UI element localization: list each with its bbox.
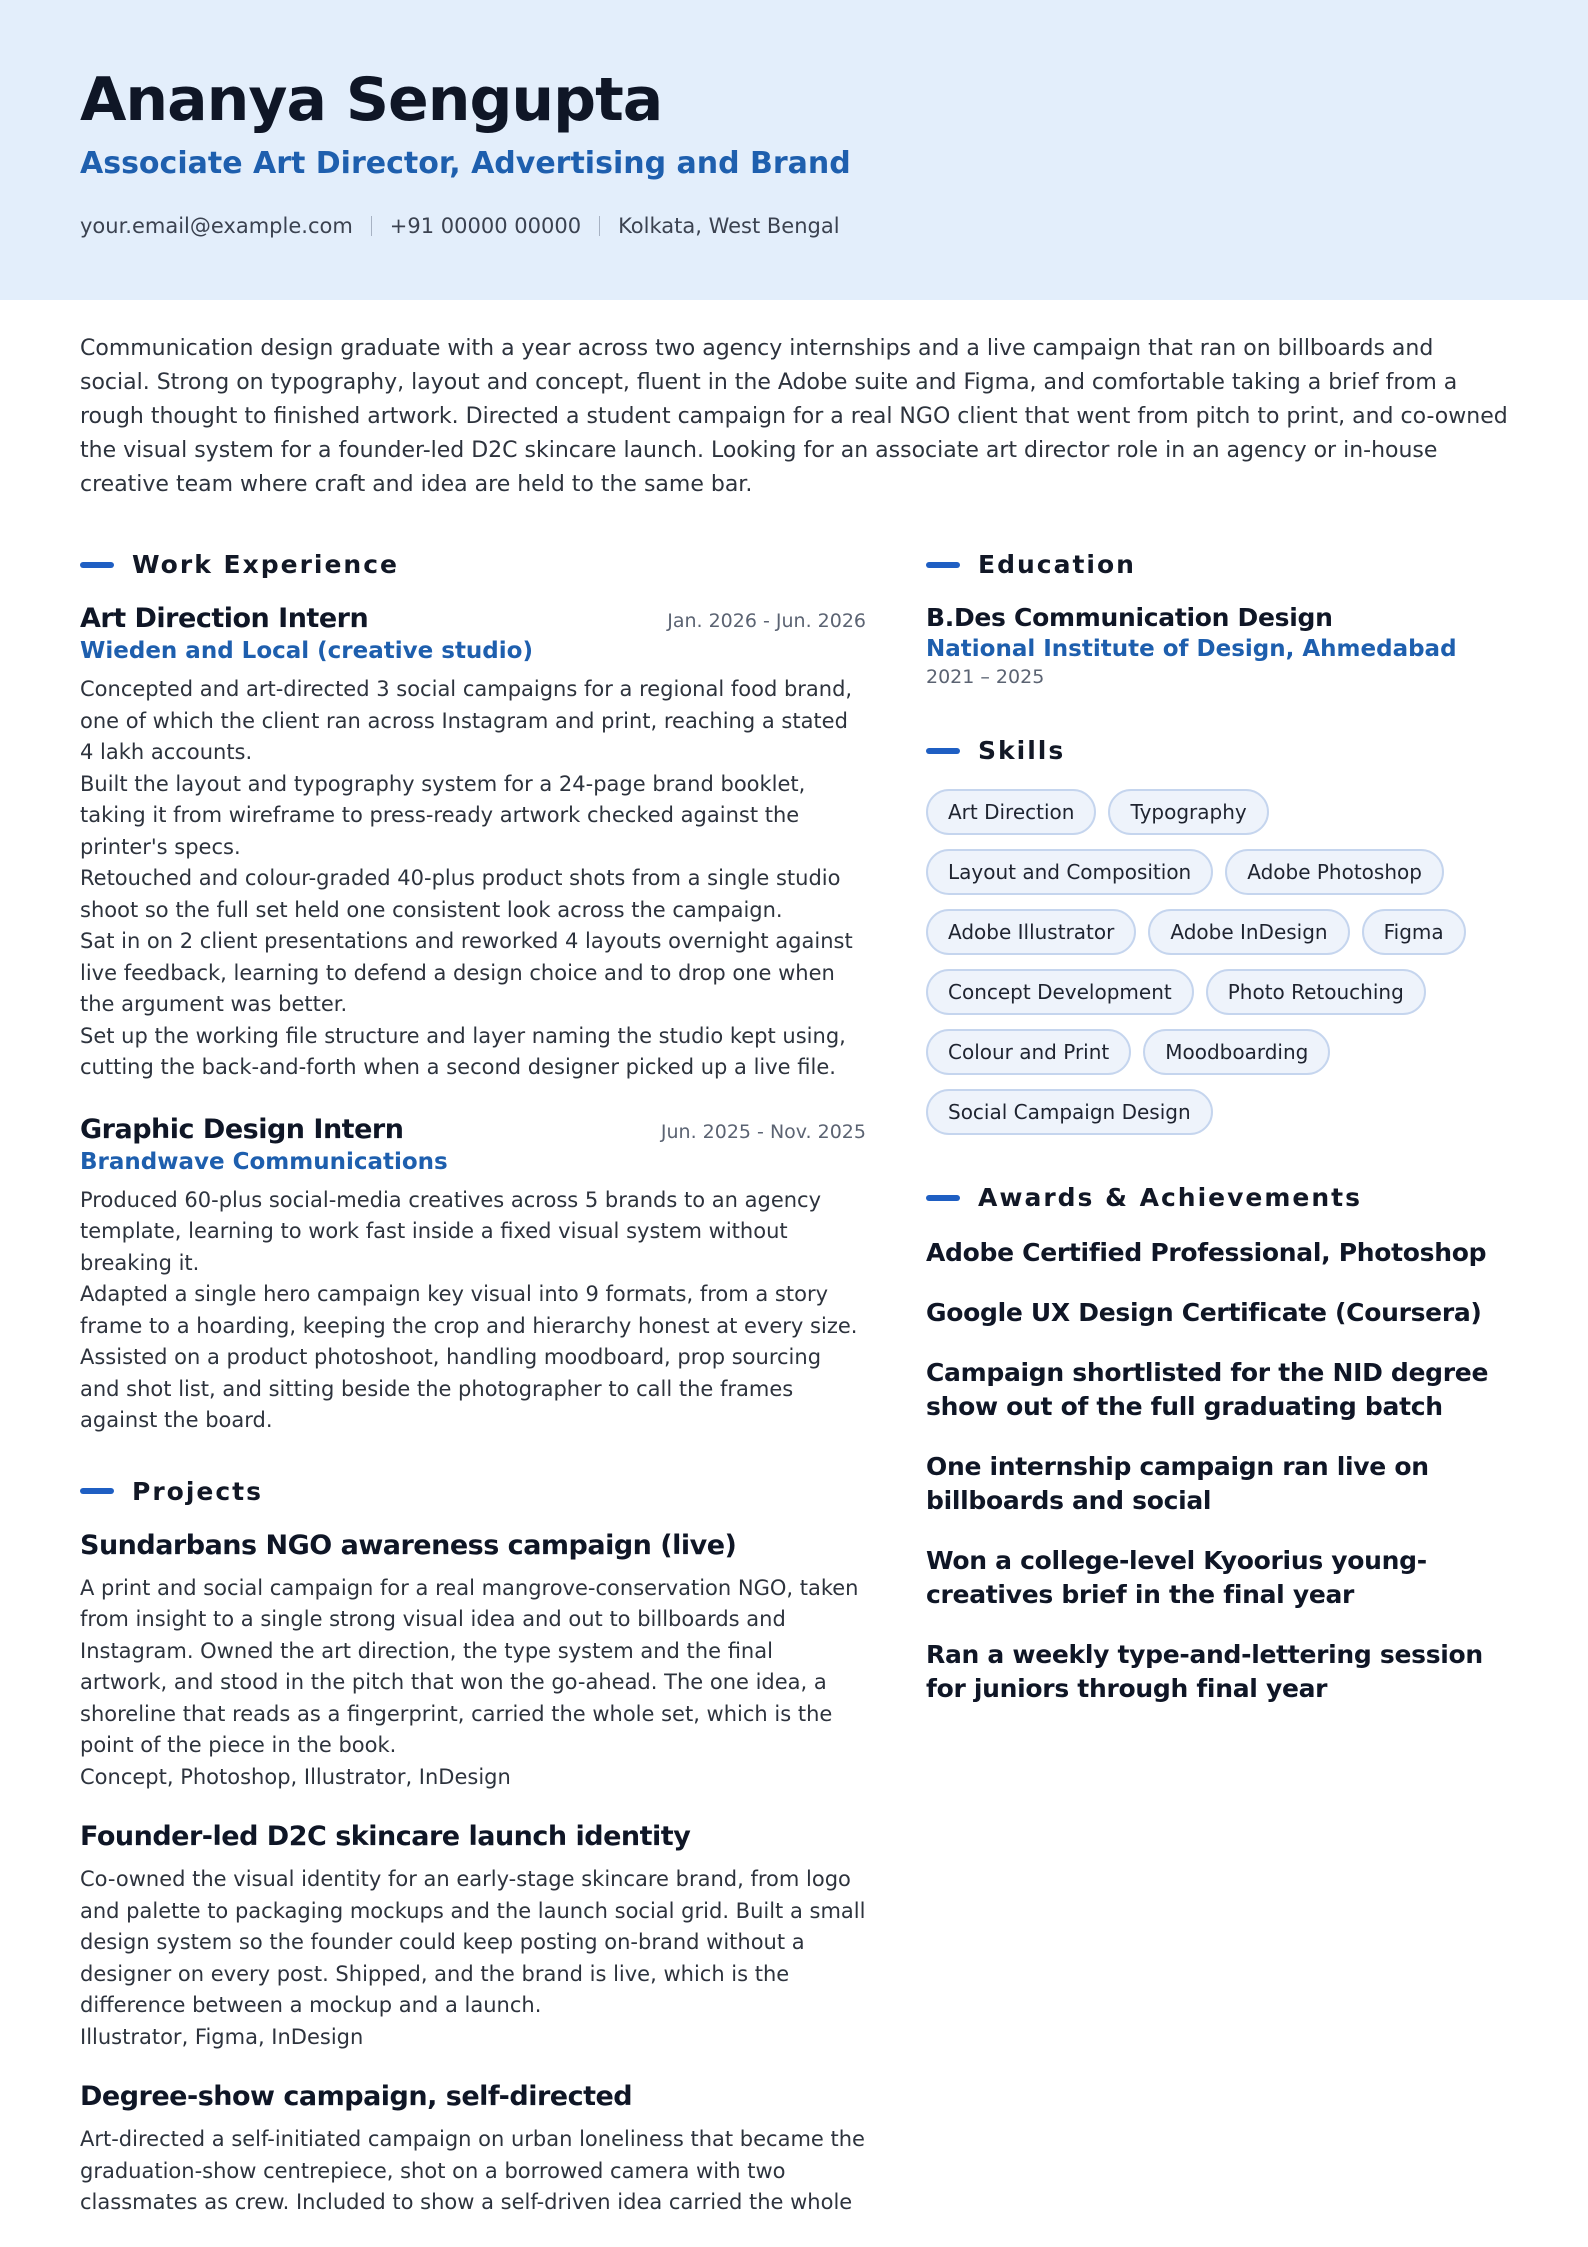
project-tools: Concept, Photoshop, Illustrator, InDesign [80,1764,511,1789]
project-entry [80,1530,866,1794]
skills-list [926,789,1496,1135]
contact-divider [599,216,600,236]
section-title: Skills [978,736,1066,765]
section-heading-projects [80,1477,866,1506]
resume-header [0,0,1588,300]
candidate-role: Associate Art Director, Advertising and Brand [80,146,851,181]
heading-accent-bar [926,1195,960,1201]
job-title: Graphic Design Intern [80,1113,404,1145]
section-heading-work [80,550,866,579]
job-bullet: Retouched and colour-graded 40-plus product shots from a single studio shoot so the full set held one consistent look across the campaign. [80,866,841,922]
project-title: Degree-show campaign, self-directed [80,2081,633,2112]
education-entry [926,603,1496,688]
awards-list [926,1236,1496,1706]
skill-pill: Adobe InDesign [1148,909,1349,955]
job-bullet: Sat in on 2 client presentations and reworked 4 layouts overnight against live feedback, learning to defend a design choice and to drop one when the argument was better. [80,929,853,1016]
education-years: 2021 – 2025 [926,666,1045,688]
candidate-name: Ananya Sengupta [80,65,663,135]
award-item: One internship campaign ran live on billboards and social [926,1452,1429,1515]
education-degree: B.Des Communication Design [926,603,1333,632]
section-title: Awards & Achievements [978,1183,1363,1212]
project-title: Sundarbans NGO awareness campaign (live) [80,1529,737,1561]
section-title: Education [978,550,1136,579]
skill-pill: Colour and Print [926,1029,1131,1075]
skill-pill: Concept Development [926,969,1194,1015]
project-description: A print and social campaign for a real mangrove-conservation NGO, taken from insight to a single strong visual idea and out to billboards and Instagram. Owned the art direction, the type system and the final artwork, and stood in the pitch that won the go-ahead. The one idea, a shoreline that reads as a fingerprint, carried the whole set, which is the point of the piece in the book. [80,1575,859,1757]
skill-pill: Art Direction [926,789,1096,835]
job-company: Wieden and Local (creative studio) [80,638,533,664]
skill-pill: Typography [1108,789,1268,835]
award-item: Adobe Certified Professional, Photoshop [926,1238,1487,1267]
project-entry [80,1821,866,2053]
contact-line [80,214,1508,238]
project-description: Art-directed a self-initiated campaign on urban loneliness that became the graduation-show centrepiece, shot on a borrowed camera with two classmates as crew. Included to show a self-driven idea carried the whole [80,2127,865,2214]
job-entry [80,1114,866,1437]
award-item: Google UX Design Certificate (Coursera) [926,1298,1482,1327]
heading-accent-bar [80,562,114,568]
job-bullet: Built the layout and typography system for a 24-page brand booklet, taking it from wireframe to press-ready artwork checked against the printer's specs. [80,771,806,859]
project-tools: Illustrator, Figma, InDesign [80,2024,364,2049]
skill-pill: Moodboarding [1143,1029,1330,1075]
job-title: Art Direction Intern [80,603,369,634]
job-dates: Jan. 2026 - Jun. 2026 [667,610,866,632]
project-title: Founder-led D2C skincare launch identity [80,1821,691,1852]
skill-pill: Adobe Photoshop [1225,849,1444,895]
section-title: Projects [132,1476,264,1506]
skill-pill: Social Campaign Design [926,1089,1213,1135]
job-bullet: Adapted a single hero campaign key visual into 9 formats, from a story frame to a hoarding, keeping the crop and hierarchy honest at every size. [80,1282,858,1338]
contact-divider [371,216,372,236]
skill-pill: Adobe Illustrator [926,909,1136,955]
section-heading-education [926,550,1496,579]
job-bullet: Concepted and art-directed 3 social campaigns for a regional food brand, one of which the client ran across Instagram and print, reaching a stated 4 lakh accounts. [80,677,853,764]
section-title: Work Experience [132,550,399,579]
heading-accent-bar [926,748,960,754]
section-heading-skills [926,736,1496,765]
skill-pill: Figma [1362,909,1466,955]
job-bullet: Set up the working file structure and layer naming the studio kept using, cutting the back-and-forth when a second designer picked up a live file. [80,1023,846,1079]
job-bullet: Produced 60-plus social-media creatives across 5 brands to an agency template, learning to work fast inside a fixed visual system without breaking it. [80,1187,822,1275]
contact-location: Kolkata, West Bengal [618,214,840,238]
contact-email[interactable]: your.email@example.com [80,214,353,238]
resume-body [0,550,1588,2247]
job-company: Brandwave Communications [80,1148,448,1175]
award-item: Ran a weekly type-and-lettering session for juniors through final year [926,1640,1483,1703]
project-description: Co-owned the visual identity for an early-stage skincare brand, from logo and palette to packaging mockups and the launch social grid. Built a small design system so the founder could keep posting on-brand without a designer on every post. Shipped, and the brand is live, which is the difference between a mockup and a launch. [80,1867,866,2017]
project-entry [80,2081,866,2219]
section-heading-awards [926,1183,1496,1212]
right-column [926,550,1496,2247]
heading-accent-bar [926,562,960,568]
contact-phone[interactable]: +91 00000 00000 [389,214,582,238]
profile-summary: Communication design graduate with a year across two agency internships and a live campaign that ran on billboards and social. Strong on typography, layout and concept, fluent in the Adobe suite and Figma, and comfortable taking a brief from a rough thought to finished artwork. Directed a student campaign for a real NGO client that went from pitch to print, and co-owned the visual system for a founder-led D2C skincare launch. Looking for an associate art director role in an agency or in-house creative team where craft and idea are held to the same bar. [80,336,1508,497]
skill-pill: Layout and Composition [926,849,1213,895]
award-item: Campaign shortlisted for the NID degree show out of the full graduating batch [926,1358,1489,1421]
left-column [80,550,866,2247]
skill-pill: Photo Retouching [1206,969,1426,1015]
job-entry [80,603,866,1084]
job-bullet: Assisted on a product photoshoot, handling moodboard, prop sourcing and shot list, and sitting beside the photographer to call the frames against the board. [80,1345,822,1432]
education-institute: National Institute of Design, Ahmedabad [926,636,1457,662]
award-item: Won a college-level Kyoorius young-creatives brief in the final year [926,1546,1427,1609]
job-dates: Jun. 2025 - Nov. 2025 [660,1120,866,1143]
heading-accent-bar [80,1488,114,1494]
